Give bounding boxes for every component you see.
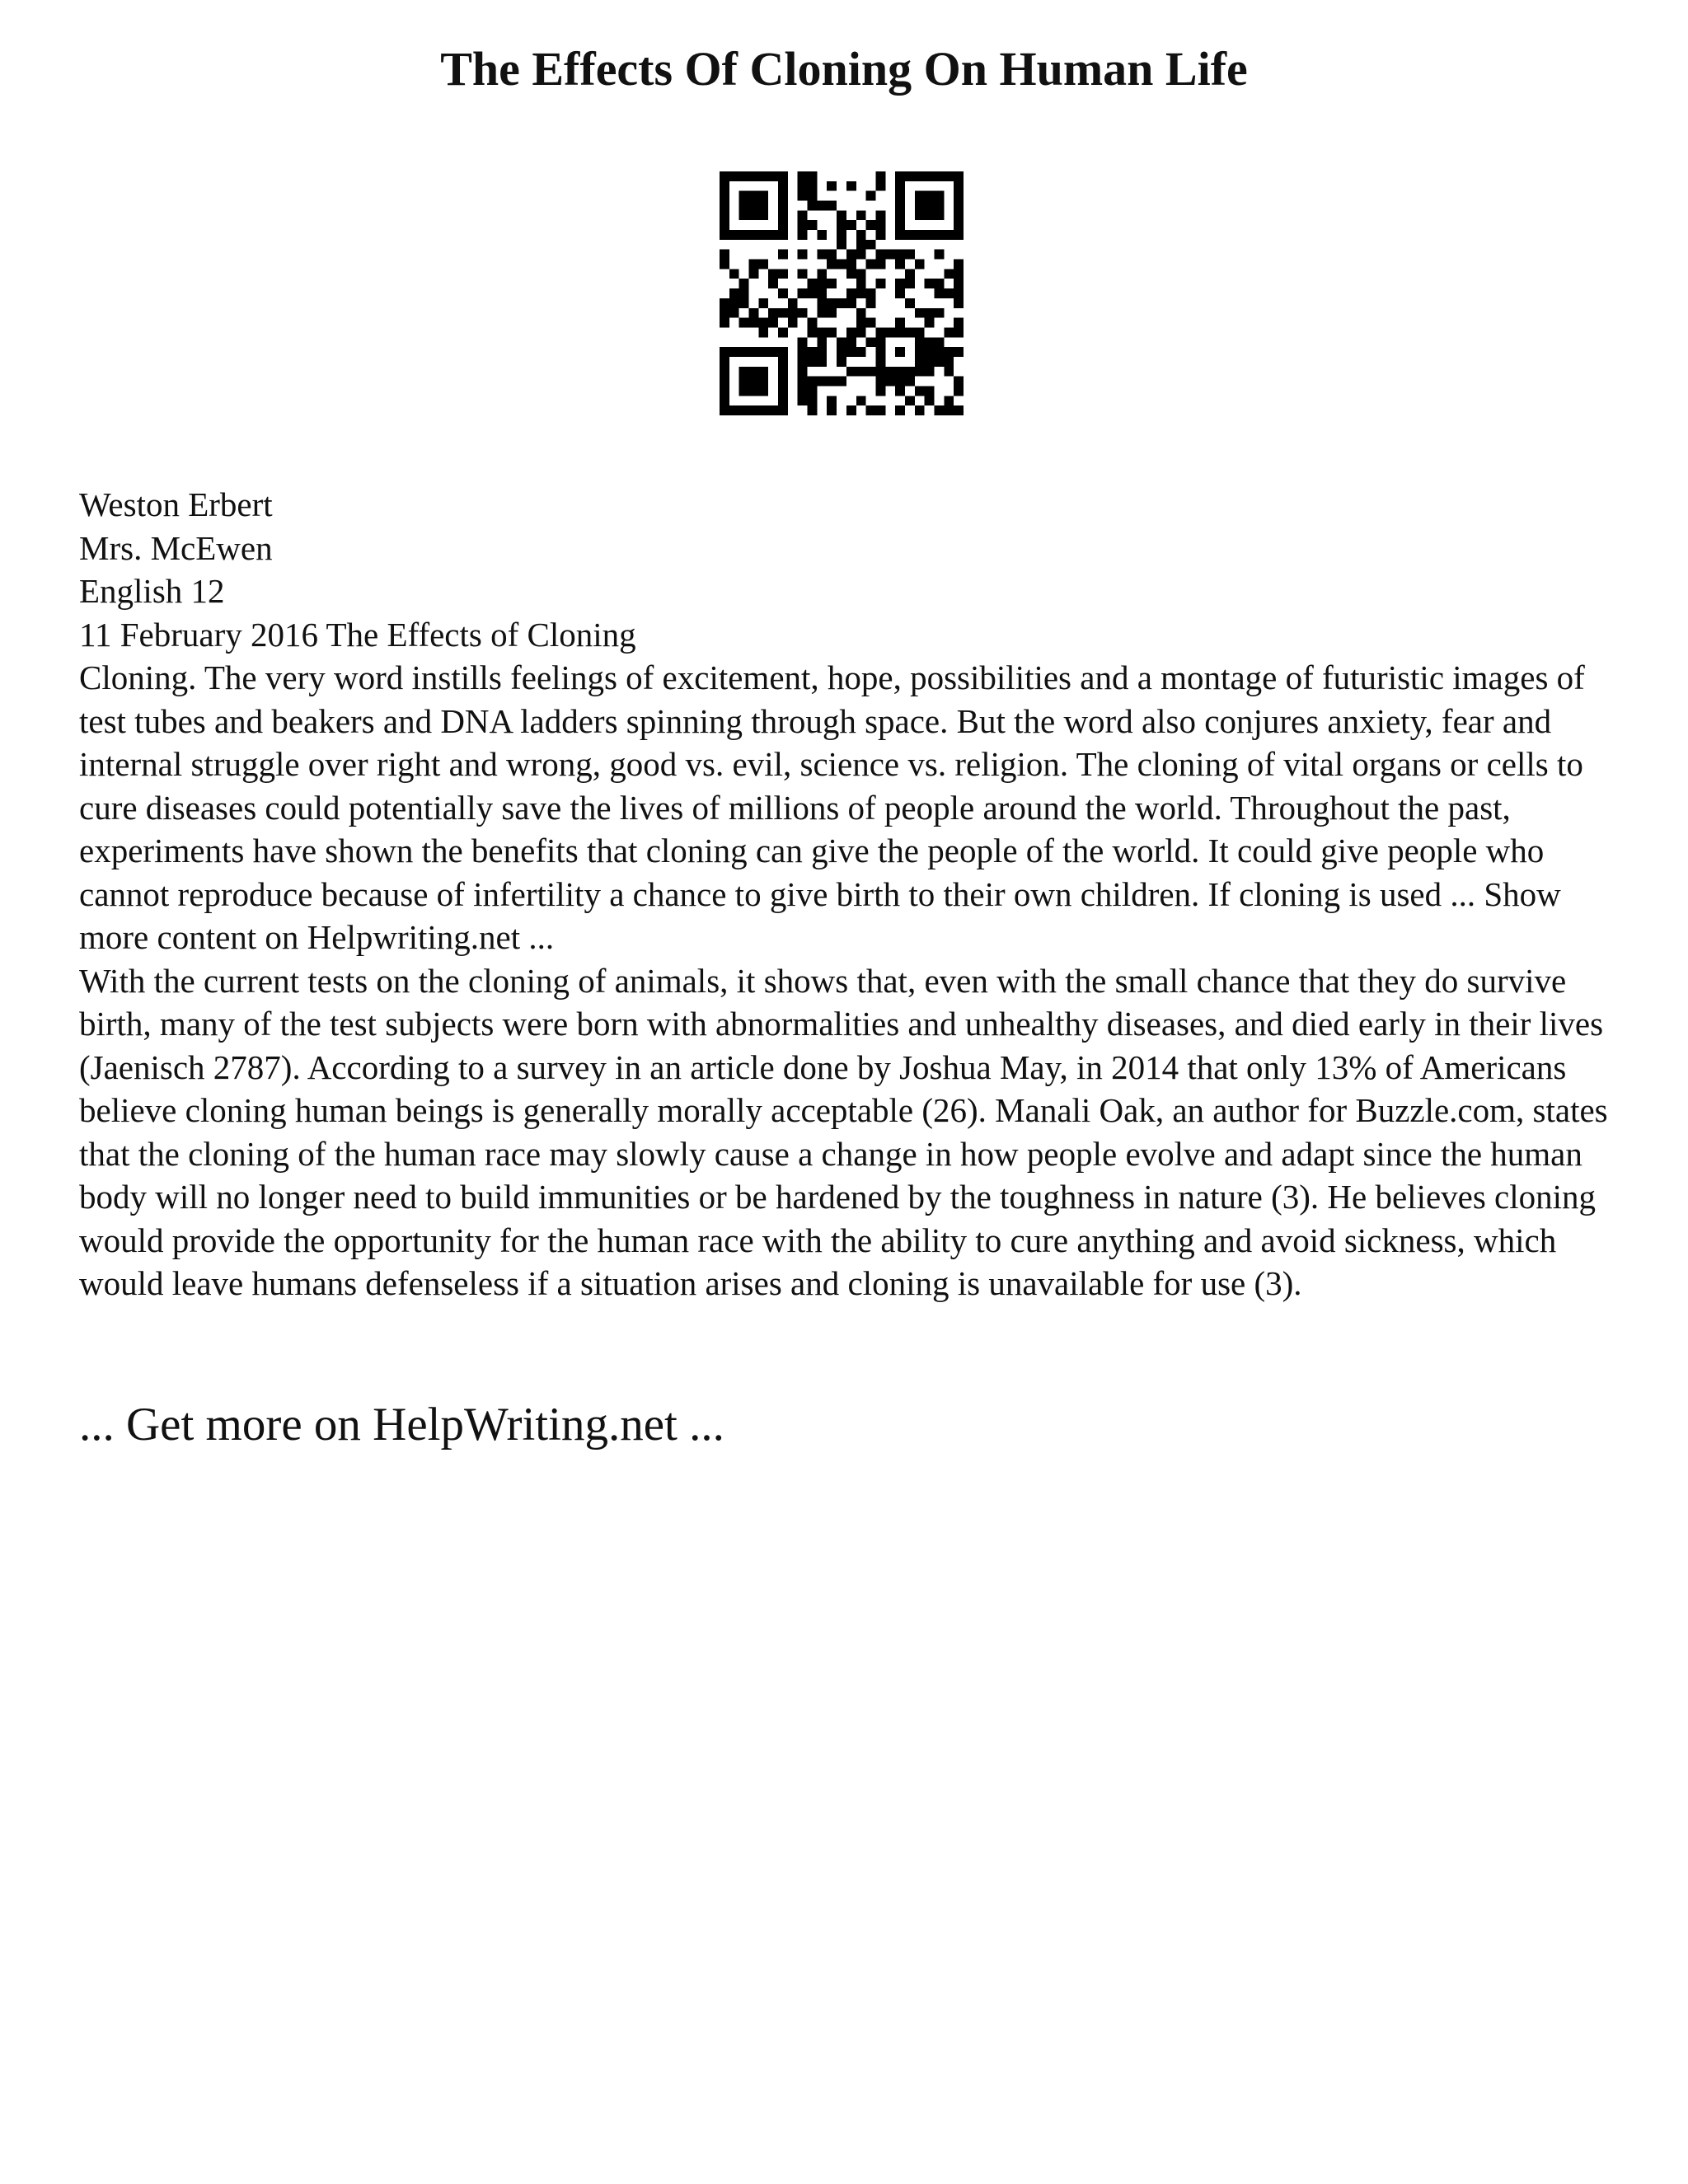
date-and-heading: 11 February 2016 The Effects of Cloning: [79, 615, 636, 654]
qr-code-icon: [720, 171, 964, 415]
course-name: English 12: [79, 572, 225, 610]
body-paragraph-2: With the current tests on the cloning of animals, it shows that, even with the small chance that they do survive birth, many of the test subjects were born with abnormalities and unhealthy diseases, and died early in their lives (Jaenisch 2787). According to a survey in an article done by Joshua May, in 2014 that only 13% of Americans believe cloning human beings is generally morally acceptable (26). Manali Oak, an author for Buzzle.com, states that the cloning of the human race may slowly cause a change in how people evolve and adapt since the human body will no longer need to build immunities or be hardened by the toughness in nature (3). He believes cloning would provide the opportunity for the human race with the ability to cure anything and avoid sickness, which would leave humans defenseless if a situation arises and cloning is unavailable for use (3).: [79, 961, 1608, 1302]
body-paragraph-1: Cloning. The very word instills feelings of excitement, hope, possibilities and a montage of futuristic images of test tubes and beakers and DNA ladders spinning through space. But the word also conjures anxiety, fear and internal struggle over right and wrong, good vs. evil, science vs. religion. The cloning of vital organs or cells to cure diseases could potentially save the lives of millions of people around the world. Throughout the past, experiments have shown the benefits that cloning can give the people of the world. It could give people who cannot reproduce because of infertility a chance to give birth to their own children. If cloning is used ... Show more content on Helpwriting.net ...: [79, 658, 1585, 956]
author-name: Weston Erbert: [79, 485, 273, 523]
document-body: [79, 483, 1629, 1305]
get-more-link[interactable]: ... Get more on HelpWriting.net ...: [79, 1399, 724, 1451]
document-title: The Effects Of Cloning On Human Life: [440, 42, 1248, 96]
teacher-name: Mrs. McEwen: [79, 528, 273, 567]
